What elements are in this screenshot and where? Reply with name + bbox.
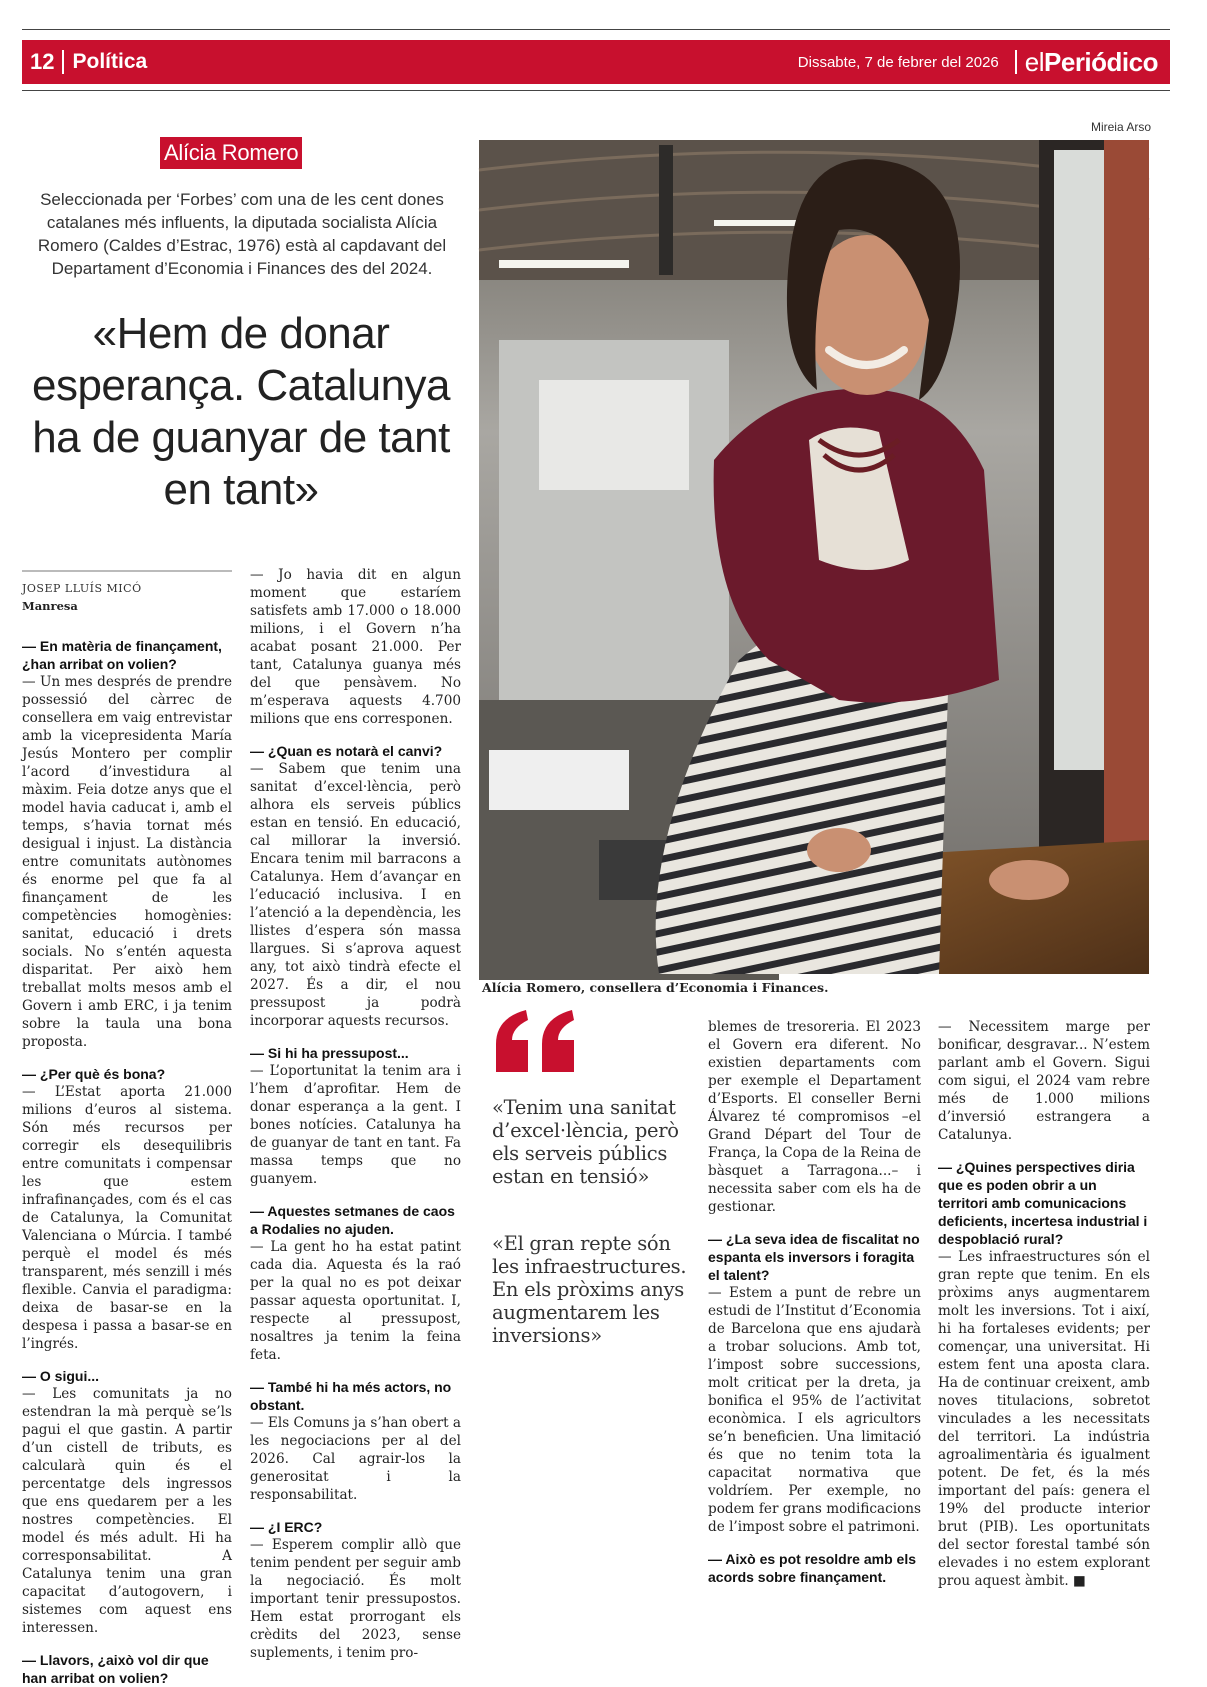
interview-answer: — Estem a punt de rebre un estudi de l’Institut d’Economia de Barcelona que ens ajudarà a trobar solucions. Amb tot, l’impost sobre successions, molt criticat per la dreta, ja bonifica el 95% de l’activitat econòmica. I els agricultors se’n beneficien. Una limitació és que no tenim tota la capacitat normativa que voldríem. Per exemple, no podem fer grans modificacions de l’impost sobre el patrimoni.	[708, 1285, 921, 1535]
interview-question: — Aquestes setmanes de caos a Rodalies no ajuden.	[250, 1203, 455, 1237]
interview-question: — També hi ha més actors, no obstant.	[250, 1379, 452, 1413]
photo-caption: Alícia Romero, consellera d’Economia i Finances.	[482, 980, 829, 995]
section-header-bar	[22, 40, 1170, 84]
interview-question: — En matèria de finançament, ¿han arribat on volien?	[22, 638, 222, 672]
interview-question: — ¿La seva idea de fiscalitat no espanta els inversors i foragita el talent?	[708, 1231, 920, 1283]
pull-quote-1: «Tenim una sanitat d’excel·lència, però els serveis públics estan en tensió»	[492, 1096, 679, 1188]
interview-answer: — Les comunitats ja no estendran la mà perquè se’ls pagui el que gastin. A partir d’un cistell de tributs, es calcularà quin és el percentatge dels ingressos que ens quedarem per a les nostres competències. El model és més adult. Hi ha corresponsabilitat. A Catalunya tenim una gran capacitat d’autogovern, i sistemes com aquest ens interessen.	[22, 1386, 232, 1636]
pull-quote-2: «El gran repte són les infraestructures. En els pròxims anys augmentarem les inversions»	[492, 1232, 687, 1347]
page-number: 12	[30, 49, 55, 74]
interview-question: — Llavors, ¿això vol dir que han arribat on volien?	[22, 1652, 209, 1686]
header-top-rule	[22, 29, 1170, 30]
byline-author: JOSEP LLUÍS MICÓ	[22, 582, 142, 595]
portrait-photo	[479, 140, 1149, 974]
photo-credit: Mireia Arso	[1090, 120, 1151, 134]
article-headline: «Hem de donar esperança. Catalunya ha de guanyar de tant en tant»	[31, 309, 451, 514]
byline	[22, 570, 232, 613]
logo-prefix: el	[1024, 46, 1045, 77]
text-column-1	[22, 637, 232, 1687]
interview-answer: — Esperem complir allò que tenim pendent per seguir amb la negociació. És molt important tenir pressupostos. Hem estat prorrogant els crèdits del 2023, sense suplements, i tenim pro-	[250, 1537, 461, 1661]
interview-question: — ¿I ERC?	[250, 1519, 323, 1535]
interview-answer: — Jo havia dit en algun moment que estaríem satisfets amb 17.000 o 18.000 milions, i el Govern n’ha acabat posant 21.000. Per tant, Catalunya guanya més del que pensàvem. No m’esperava aquests 4.700 milions que ens corresponen.	[250, 567, 461, 727]
interview-question: — ¿Quan es notarà el canvi?	[250, 743, 443, 759]
quote-mark-icon	[492, 1010, 582, 1076]
text-column-4	[938, 1018, 1150, 1590]
header-bottom-rule	[22, 90, 1170, 91]
interviewee-name-tag: Alícia Romero	[160, 137, 302, 169]
interview-answer: — Les infraestructures són el gran repte que tenim. En els pròxims anys augmentarem molt les inversions. Tot i així, hi ha fortaleses evidents; per començar, una universitat. Hi estem fent una aposta clara. Ha de continuar creixent, amb noves titulacions, sobretot vinculades a les necessitats del territori. La indústria agroalimentària és igualment potent. De fet, és la més important del país: genera el 19% del producte interior brut (PIB). Les oportunitats del sector forestal també són elevades i no estem explorant prou aquest àmbit. ■	[938, 1249, 1150, 1589]
interview-answer: — L’oportunitat la tenim ara i l’hem d’aprofitar. Hem de donar esperança a la gent. I bones notícies. Catalunya ha de guanyar de tant en tant. Fa massa temps que no guanyem.	[250, 1063, 461, 1187]
text-column-2	[250, 566, 461, 1662]
interview-answer: — Sabem que tenim una sanitat d’excel·lència, però alhora els serveis públics estan en tensió. En educació, cal millorar la inversió. Encara tenim mil barracons a Catalunya. Hem d’avançar en l’educació inclusiva. I en l’atenció a la dependència, les llistes d’espera són massa llargues. Si s’aprova aquest any, tot això tindrà efecte el 2027. És a dir, el nou pressupost ja podrà incorporar aquests recursos.	[250, 761, 461, 1029]
interview-question: — ¿Quines perspectives diria que es poden obrir a un territori amb comunicacions deficients, incertesa industrial i despoblació rural?	[938, 1159, 1148, 1247]
interview-question: — ¿Per què és bona?	[22, 1066, 166, 1082]
interview-answer: blemes de tresoreria. El 2023 el Govern era diferent. No existien departaments com per exemple el Departament d’Esports. El conseller Berni Álvarez té compromisos –el Grand Départ del Tour de França, la Copa de la Reina de bàsquet a Tarragona...– i necessita saber com els ha de gestionar.	[708, 1019, 921, 1215]
article-intro: Seleccionada per ‘Forbes’ com una de les cent dones catalanes més influents, la diputada socialista Alícia Romero (Caldes d’Estrac, 1976) està al capdavant del Departament d’Economia i Finances des del 2024.	[37, 190, 447, 278]
newspaper-logo	[1025, 47, 1158, 78]
interview-answer: — Un mes després de prendre possessió del càrrec de consellera em vaig entrevistar amb la vicepresidenta María Jesús Montero per complir l’acord d’investidura al màxim. Feia dotze anys que el model havia caducat i, amb el temps, s’havia tornat més desigual i injust. La distància entre comunitats autònomes és enorme pel que fa al finançament de les competències homogènies: sanitat, educació i drets socials. No s’entén aquesta disparitat. Per això hem treballat molts mesos amb el Govern i amb ERC, i ja tenim sobre la taula una bona proposta.	[22, 674, 232, 1050]
interview-answer: — La gent ho ha estat patint cada dia. Aquesta és la raó per la qual no es pot deixar passar aquesta oportunitat. I, respecte al pressupost, nosaltres ja tenim la feina feta.	[250, 1239, 461, 1363]
header-divider-2	[1015, 50, 1017, 74]
interview-answer: — L’Estat aporta 21.000 milions d’euros al sistema. Són més recursos per corregir els desequilibris entre comunitats i compensar les que estem infrafinançades, com és el cas de Catalunya, la Comunitat Valenciana o Múrcia. I també perquè el model és més transparent, més senzill i més flexible. Canvia el paradigma: deixa de basar-se en la despesa i passa a basar-se en l’ingrés.	[22, 1084, 232, 1352]
interview-answer: — Necessitem marge per bonificar, desgravar... N’estem parlant amb el Govern. Sigui com sigui, el 2024 vam rebre més de 1.000 milions d’inversió estrangera a Catalunya.	[938, 1019, 1150, 1143]
interview-question: — Això es pot resoldre amb els acords sobre finançament.	[708, 1551, 916, 1585]
header-divider	[62, 50, 64, 74]
interview-question: — Si hi ha pressupost...	[250, 1045, 409, 1061]
text-column-3	[708, 1018, 921, 1586]
logo-main: Periódico	[1044, 46, 1158, 77]
issue-date: Dissabte, 7 de febrer del 2026	[797, 53, 999, 71]
interview-question: — O sigui...	[22, 1368, 100, 1384]
section-name: Política	[72, 50, 148, 73]
byline-location: Manresa	[22, 599, 78, 613]
interview-answer: — Els Comuns ja s’han obert a les negociacions per al del 2026. Cal agrair-los la generositat i la responsabilitat.	[250, 1415, 461, 1503]
